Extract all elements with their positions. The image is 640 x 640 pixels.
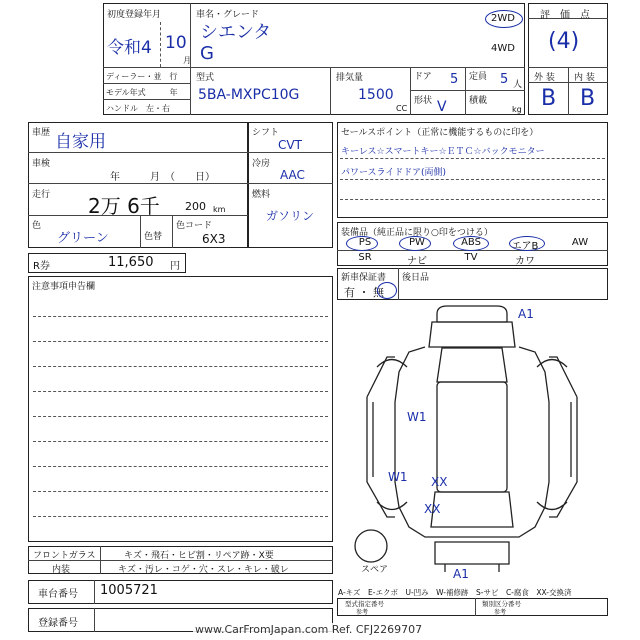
ac-label: 冷房 bbox=[252, 159, 271, 169]
door-label: ドア bbox=[414, 72, 432, 82]
warranty-none-circle bbox=[377, 282, 397, 299]
watermark: www.CarFromJapan.com Ref. CFJ2269707 bbox=[195, 623, 423, 636]
eq-leather: カワ bbox=[515, 256, 535, 267]
shift-label: シフト bbox=[252, 128, 280, 138]
sales-line-1: キーレス☆スマートキー☆ＥＴＣ☆バックモニター bbox=[341, 147, 545, 157]
score-value: (4) bbox=[548, 29, 580, 54]
eq-airbag: エアB bbox=[511, 241, 539, 252]
registration-label: 登録番号 bbox=[38, 618, 78, 629]
interior-value: キズ・汚レ・コゲ・穴・スレ・キレ・破レ bbox=[118, 565, 289, 575]
model-code: 5BA-MXPC10G bbox=[198, 87, 300, 103]
eq-navi: ナビ bbox=[407, 256, 427, 267]
mark-xx-upper: XX bbox=[431, 475, 448, 489]
dealer-label: ディーラー・並 行 bbox=[106, 72, 178, 81]
damage-legend: A-キズ E-エクボ U-凹み W-補修跡 S-サビ C-腐食 XX-交換済 bbox=[338, 588, 572, 597]
load-label: 積載 bbox=[469, 96, 488, 106]
model-designation-label: 型式指定番号 bbox=[345, 600, 384, 608]
ext-label: 外 装 bbox=[534, 73, 555, 83]
mark-a1-bottom: A1 bbox=[453, 567, 469, 581]
int-grade: B bbox=[580, 86, 596, 111]
kg-unit: kg bbox=[512, 105, 522, 114]
category-label: 類別区分番号 bbox=[482, 600, 521, 608]
capacity-value: 5 bbox=[500, 72, 509, 87]
first-reg-label: 初度登録年月 bbox=[107, 10, 162, 20]
colorcode-value: 6X3 bbox=[202, 232, 226, 246]
eq-pw-circle bbox=[399, 236, 431, 251]
door-value: 5 bbox=[450, 72, 459, 87]
eq-abs-circle bbox=[453, 236, 489, 251]
car-name: シエンタ bbox=[200, 22, 272, 43]
capacity-label: 定員 bbox=[469, 72, 488, 82]
shift-value: CVT bbox=[278, 138, 302, 152]
car-name-label: 車名・グレード bbox=[196, 10, 260, 20]
drive-2wd: 2WD bbox=[491, 13, 515, 24]
paint-label: 色替 bbox=[144, 232, 163, 242]
inspection-value: 年 月 （ 日） bbox=[110, 172, 215, 183]
sales-line-2: パワースライドドア(両側) bbox=[341, 168, 447, 178]
shape-value: V bbox=[437, 99, 447, 115]
windshield-label: フロントガラス bbox=[33, 551, 96, 561]
chassis-value: 1005721 bbox=[100, 583, 158, 598]
eq-tv: TV bbox=[464, 252, 478, 263]
month-unit: 月 bbox=[183, 56, 191, 65]
model-designation-sub: 参考 bbox=[356, 609, 369, 616]
recycle-block bbox=[28, 253, 186, 273]
aftermarket-label: 後日品 bbox=[402, 273, 430, 283]
equipment-label: 装備品（純正品に限り○印をつける） bbox=[341, 228, 493, 238]
colorcode-label: 色コード bbox=[176, 221, 213, 231]
notes-label: 注意事項申告欄 bbox=[32, 282, 96, 292]
capacity-unit: 人 bbox=[513, 80, 523, 90]
displacement-value: 1500 bbox=[358, 87, 394, 103]
era-value: 令和4 bbox=[107, 38, 152, 58]
handle-label: ハンドル 左・右 bbox=[106, 104, 170, 113]
mark-w1-upper: W1 bbox=[407, 410, 427, 424]
month-value: 10 bbox=[165, 33, 187, 53]
warranty-value: 有 ・ 無 bbox=[344, 286, 384, 299]
color-value: グリーン bbox=[57, 231, 109, 246]
model-year-label: モデル年式 年 bbox=[106, 88, 178, 97]
eq-aw: AW bbox=[571, 237, 589, 248]
eq-ps-circle bbox=[346, 236, 378, 251]
fuel-value: ガソリン bbox=[266, 209, 315, 223]
yen-unit: 円 bbox=[170, 261, 180, 272]
ext-grade: B bbox=[541, 86, 557, 111]
mark-w1-lower: W1 bbox=[388, 470, 408, 484]
chassis-label: 車台番号 bbox=[38, 589, 78, 600]
ac-value: AAC bbox=[280, 168, 305, 182]
warranty-label: 新車保証書 bbox=[341, 273, 387, 283]
usage-value: 自家用 bbox=[55, 132, 106, 152]
km-unit: km bbox=[213, 205, 226, 214]
displacement-label: 排気量 bbox=[336, 73, 364, 83]
recycle-label: R券 bbox=[33, 261, 50, 272]
sales-point-label: セールスポイント（正常に機能するものに印を） bbox=[341, 128, 539, 138]
inspection-label: 車検 bbox=[32, 159, 51, 169]
int-label: 内 装 bbox=[574, 73, 595, 83]
drive-4wd: 4WD bbox=[491, 43, 515, 54]
shape-label: 形状 bbox=[414, 96, 433, 106]
type-label: 型式 bbox=[196, 73, 215, 83]
mileage-small: 200 bbox=[185, 200, 206, 213]
spare-label: スペア bbox=[361, 565, 389, 575]
category-sub: 参考 bbox=[494, 609, 507, 616]
eq-abs: ABS bbox=[461, 237, 481, 248]
eq-pw: PW bbox=[409, 237, 425, 248]
usage-label: 車歴 bbox=[32, 128, 51, 138]
score-label: 評 価 点 bbox=[540, 10, 590, 21]
fuel-label: 燃料 bbox=[252, 190, 271, 200]
eq-sr: SR bbox=[358, 252, 372, 263]
windshield-value: キズ・飛石・ヒビ割・リペア跡・X要 bbox=[124, 551, 274, 561]
cc-unit: CC bbox=[396, 104, 408, 113]
mark-xx-lower: XX bbox=[424, 502, 441, 516]
eq-ps: PS bbox=[358, 237, 372, 248]
color-label: 色 bbox=[32, 221, 42, 231]
mark-a1-top: A1 bbox=[518, 307, 534, 321]
car-grade: G bbox=[200, 43, 214, 64]
mileage-label: 走行 bbox=[32, 190, 51, 200]
eq-airbag-circle bbox=[509, 236, 545, 251]
car-outline-svg bbox=[337, 302, 608, 580]
mileage-value: 2万 6千 bbox=[88, 194, 160, 218]
interior-label: 内装 bbox=[52, 565, 71, 575]
car-diagram bbox=[337, 302, 608, 580]
recycle-value: 11,650 bbox=[108, 255, 154, 270]
